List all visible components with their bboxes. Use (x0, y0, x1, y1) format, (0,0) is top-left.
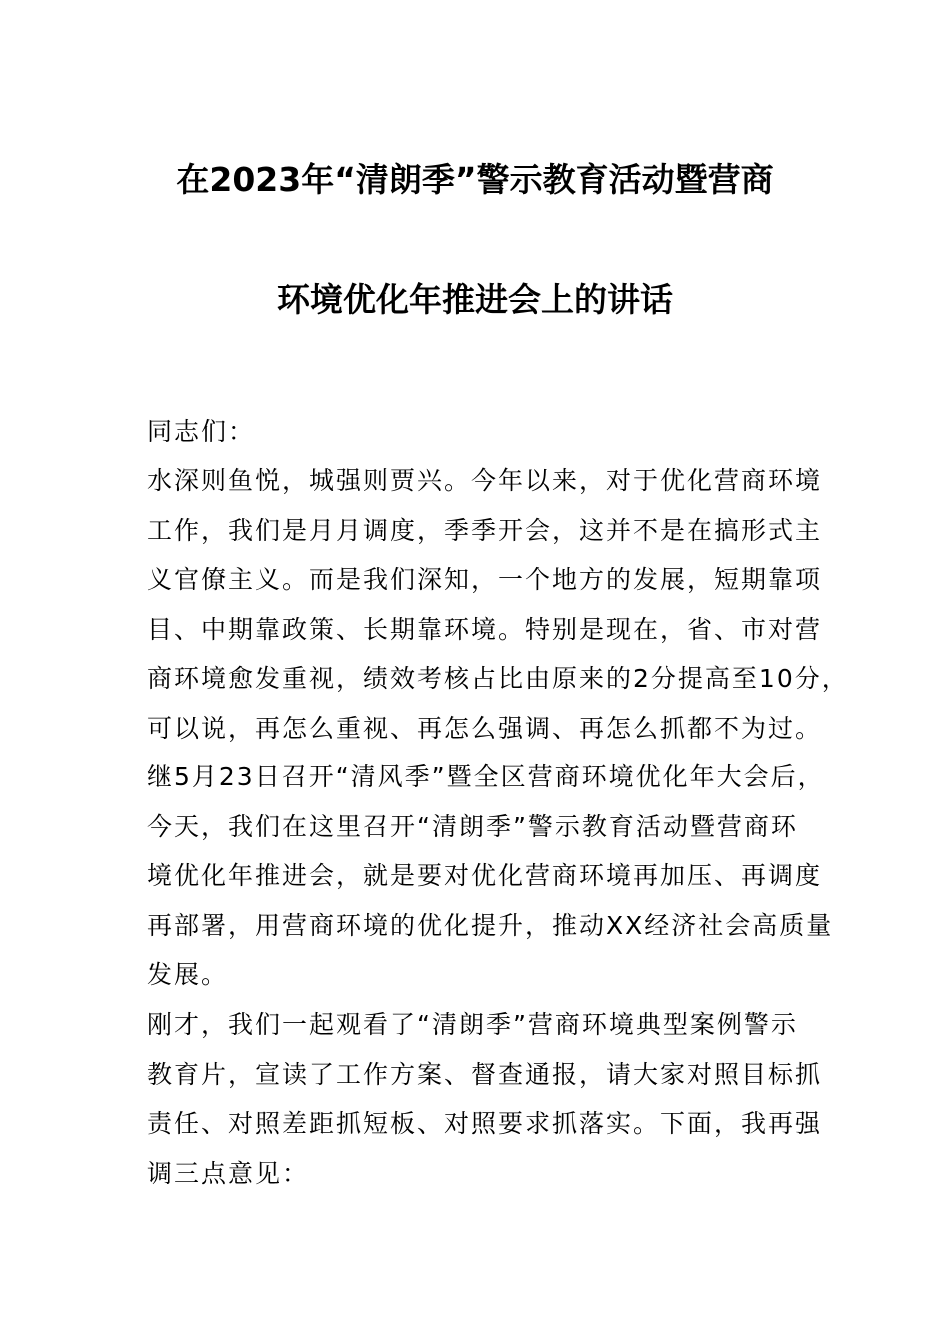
salutation: 同志们： (147, 417, 256, 446)
paragraph-3 (147, 1000, 823, 1198)
paragraph-line: 教育片，宣读了工作方案、督查通报，请大家对照目标抓 (147, 1059, 823, 1089)
paragraph-1 (147, 456, 849, 753)
paragraph-line: 调三点意见： (147, 1158, 310, 1188)
document-title-line-1: 在2023年“清朗季”警示教育活动暨营商 (176, 160, 774, 199)
paragraph-line: 刚才，我们一起观看了“清朗季”营商环境典型案例警示 (147, 1010, 798, 1039)
paragraph-2 (147, 752, 834, 1000)
paragraph-line: 境优化年推进会，就是要对优化营商环境再加压、再调度 (147, 861, 823, 890)
paragraph-line: 水深则鱼悦，城强则贾兴。今年以来，对于优化营商环境 (147, 466, 823, 495)
document-title-line-2: 环境优化年推进会上的讲话 (277, 280, 673, 319)
paragraph-line: 商环境愈发重视，绩效考核占比由原来的2分提高至10分， (147, 664, 849, 693)
paragraph-line: 再部署，用营商环境的优化提升，推动XX经济社会高质量 (147, 910, 834, 940)
paragraph-line: 责任、对照差距抓短板、对照要求抓落实。下面，我再强 (147, 1109, 823, 1138)
paragraph-line: 义官僚主义。而是我们深知，一个地方的发展，短期靠项 (147, 565, 823, 594)
paragraph-line: 工作，我们是月月调度，季季开会，这并不是在搞形式主 (147, 515, 823, 545)
paragraph-line: 发展。 (147, 960, 229, 989)
paragraph-line: 继5月23日召开“清风季”暨全区营商环境优化年大会后， (147, 762, 825, 791)
paragraph-line: 可以说，再怎么重视、再怎么强调、再怎么抓都不为过。 (147, 713, 823, 743)
paragraph-line: 目、中期靠政策、长期靠环境。特别是现在，省、市对营 (147, 614, 823, 644)
paragraph-line: 今天，我们在这里召开“清朗季”警示教育活动暨营商环 (147, 811, 798, 841)
